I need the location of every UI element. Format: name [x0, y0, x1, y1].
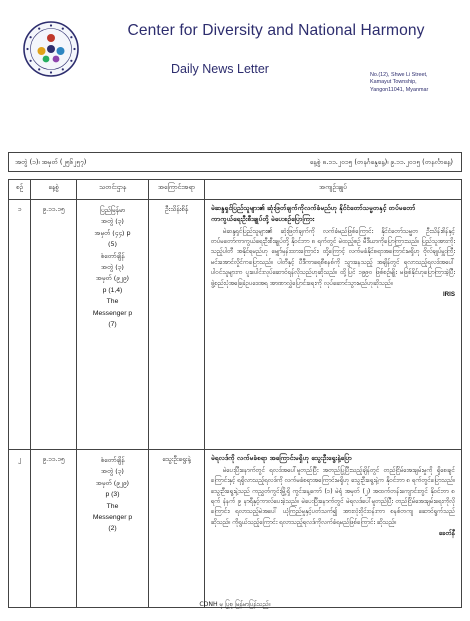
source-line: The: [106, 298, 119, 306]
source-line: အမှတ် (၄၄) p: [94, 228, 131, 237]
column-header-topic: အကြောင်းအရာ: [149, 180, 205, 200]
row-summary: [205, 450, 462, 608]
news-table-body: [9, 200, 462, 608]
organization-address: [370, 72, 466, 94]
row-summary: [205, 200, 462, 450]
column-header-date: နေ့စွဲ: [31, 180, 77, 200]
address-line: Kamayut Township,: [370, 79, 417, 86]
source-line: Messenger p: [92, 309, 133, 317]
source-line: အတွဲ (၃): [101, 467, 124, 476]
news-signature: IRIS: [442, 291, 455, 299]
table-row: [9, 450, 462, 608]
source-line: (2): [108, 525, 117, 533]
source-line: p (3): [105, 491, 120, 499]
column-header-summary: အကျဉ်းချုပ်: [205, 180, 462, 200]
row-topic: ဦးသိန်းစိန်: [149, 200, 205, 450]
source-line: The: [106, 502, 119, 510]
row-number: ၂: [9, 450, 31, 608]
source-line: အမှတ် (၉၂၉): [95, 274, 130, 283]
address-line: Yangon11041, Myanmar: [370, 86, 429, 93]
issue-info-bar: [8, 152, 462, 172]
cdnh-logo: [22, 20, 80, 78]
column-header-no: စဉ်: [9, 180, 31, 200]
organization-title: Center for Diversity and National Harmony: [127, 22, 425, 39]
news-signature: ခေတ်နီ: [439, 530, 455, 538]
row-source: [77, 450, 149, 608]
news-headline: မဲဆန္ဒရှင်ပြည်သူများ၏ ဆုံးဖြတ်ချက်ကိုလက်ခံမည်ဟု နိုင်ငံတော်သမ္မတနှင့် တပ်မတော်ကာကွယ်ရေးဦးစီးချုပ်တို့ မဲပေးစဉ်ပြောကြား: [211, 204, 416, 223]
news-body: မဲပေးပြီးနောက်တွင် ရလဒ်အပေါ်မူတည်ပြီး အတည်ပြုပြီးသည့်ချိန်တွင် တည်ငြိမ်အေးချမ်းမှုကို ရှိစေချင်ကြောင်းနှင့် ရရှိလာသည့်ရလဒ်ကို လက်မခံစရာအကြောင်းမရှိဟု သွေးဦးရွေးနဲ့က နိုဝင်ဘာ ၈ ရက်တွင်ပြောသည်။ သွေးဦးရွေးနဲ့သည် ကညွှတ်ကွင်းမြို့ရှိ ကွင်းနေ့ကော် (၁) မဲရုံ အမှတ် (၂) အထက်တန်းကျောင်းတွင် နိုဝင်ဘာ ၈ ရက် နံနက် ၉ နာရီနှင့်ကာလ်ပေးခဲ့သည်။ မဲပေးပြီးနောက်တွင် မဲရလဒ်ပေါ်မူတည်ပြီး တည်ငြိမ်အေးချမ်းရေးကိုလိုကြောင်း၊ ရလာသည့်မဲအပေါ် ယုံကြည်မှုနှင့်ပတ်သက်၍ အားလုံးဝိုင်းဝန်းကာ စနစ်တကျ ဆောင်ရွက်သည်ဆိုသည်။ ကိုရွယ်သည့်ကြောင်း ရလာသည့်ရလဒ်ကိုလက်ခံရမည်ဖြစ်ကြောင်း ဆိုသည်။: [211, 466, 455, 526]
issue-dates: နေ့စွဲ ၈.၁၁.၂၀၁၅ (တနင်္ဂနွေနေ့)၊ ၉.၁၁.၂၀၁၅ (တနင်္လာနေ့): [309, 158, 453, 166]
source-line: စံတော်ချိန်: [100, 456, 125, 464]
row-source: [77, 200, 149, 450]
page-footer: CDNH မှ ပြုစု မြန်မာပြန်သည်။: [199, 601, 271, 608]
source-line: စံတော်ချိန်: [100, 251, 125, 260]
row-date: ၉.၁၁.၁၅: [31, 450, 77, 608]
news-table: [8, 179, 462, 608]
address-line: No.(12), Shwe Li Street,: [370, 72, 428, 78]
issue-volume: အတွဲ (၁)၊ အမှတ် (၂၅၆၂၅၇): [15, 158, 87, 166]
table-row: [9, 200, 462, 450]
news-headline: မဲရလဒ်ကို လက်မခံစရာ အကြောင်းမရှိဟု သွေးဦးရွေးနဲ့ပြော: [211, 454, 352, 462]
source-line: (5): [107, 240, 118, 249]
news-body: မဲဆန္ဒရှင်ပြည်သူများ၏ ဆုံးဖြတ်ချက်ကို လက်ခံမည်ဖြစ်ကြောင်း နိုင်ငံတော်သမ္မတ ဦးသိန်းစိန်နှင့် တပ်မတော်ကာကွယ်ရေးဦးစီးချုပ်တို့ နိုဝင်ဘာ ၈ ရက်တွင် မဲထည့်စဉ် မီဒီယာကိုပြောကြားသည်။ ပြည်သူအားကိုးသည့်ပါတီ အနိုင်ရမည်ဟု မျှော်မှန်းထားကြောင်း၊ ထို့ကြောင့် လက်မခံနိုင်စရာအကြောင်းမရှိဟု ဗိုလ်ချုပ်မှူးကြီး မင်းအောင်လှိုင်ကပြောသည်။ ပါတီနှင့် ပီဒီကာရေစီစနစ်ကို သွားနေသည့် အချိန်တွင် ရလာသည့်ရလဒ်အပေါ် ပါဝင်သူများက ပူးပေါင်းလုပ်ဆောင်ရန်လိုသည်ဟုဆိုသည်။ ထို့ပြင် ၁၉၉၀ ဖြစ်စဉ်မျိုး မဖြစ်နိုင်ဟုပြောကြားခဲ့ပြီး ဖွဲ့စည်းပုံအခြေခံဥပဒေအရ အာဏာလွှဲပြောင်းရေးကို လုပ်ဆောင်သွားမည်ဟုဆိုသည်။: [211, 227, 455, 287]
source-line: အမှတ် (၉၂၉): [95, 478, 130, 487]
source-line: (7): [108, 321, 117, 329]
source-line: Messenger p: [92, 514, 133, 522]
table-header-row: [9, 180, 462, 200]
source-line: အတွဲ (၃): [101, 217, 124, 226]
newsletter-subtitle: Daily News Letter: [171, 62, 269, 76]
source-line: p (1,4): [102, 286, 123, 294]
source-line: ပြည်မြန်မာ: [99, 206, 126, 214]
column-header-source: သတင်းဌာန: [77, 180, 149, 200]
row-date: ၉.၁၁.၁၅: [31, 200, 77, 450]
source-line: အတွဲ (၃): [101, 263, 124, 272]
row-number: ၁: [9, 200, 31, 450]
row-topic: သွေးဦးရွေးနဲ့: [149, 450, 205, 608]
